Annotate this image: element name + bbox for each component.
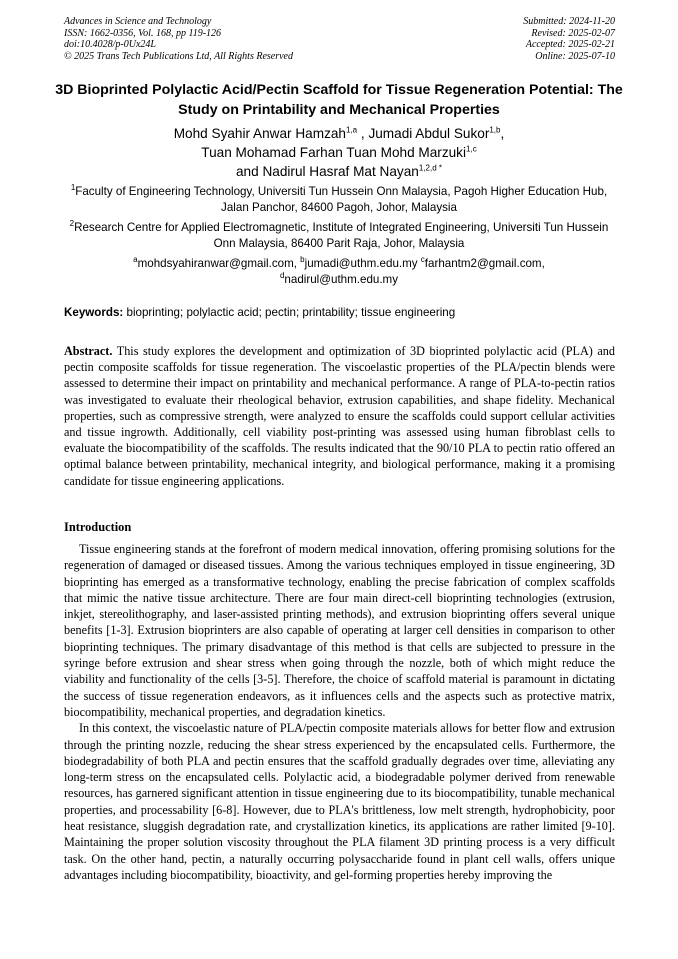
- date-accepted: Accepted: 2025-02-21: [525, 39, 615, 51]
- journal-doi: doi:10.4028/p-0Ux24L: [64, 39, 156, 51]
- journal-issn: ISSN: 1662-0356, Vol. 168, pp 119-126: [64, 27, 222, 39]
- author-affiliation-mark: 1,c: [466, 144, 477, 154]
- author-separator: ,: [357, 126, 369, 141]
- email-link[interactable]: jumadi@uthm.edu.my: [304, 257, 421, 270]
- affiliation-mark: 2: [69, 219, 75, 229]
- author-name: Mohd Syahir Anwar Hamzah: [173, 126, 346, 141]
- affiliation-1: [64, 184, 614, 216]
- dates-header: [523, 16, 615, 62]
- section-heading-introduction: Introduction: [64, 520, 132, 534]
- journal-copyright: © 2025 Trans Tech Publications Ltd, All Rights Reserved: [64, 50, 293, 62]
- keywords-text: bioprinting; polylactic acid; pectin; printability; tissue engineering: [123, 306, 456, 319]
- date-submitted: Submitted: 2024-11-20: [523, 16, 615, 27]
- email-link[interactable]: mohdsyahiranwar@gmail.com,: [137, 257, 301, 270]
- email-mark: b: [300, 255, 305, 265]
- author-separator: ,: [500, 126, 505, 141]
- paper-title: 3D Bioprinted Polylactic Acid/Pectin Scaffold for Tissue Regeneration Potential: The Study on Printability and Mechanical Properties: [55, 82, 623, 118]
- affiliation-mark: 1: [70, 183, 76, 193]
- introduction-body: [64, 541, 615, 883]
- author-emails: [64, 256, 614, 288]
- author-name: Jumadi Abdul Sukor: [368, 126, 490, 141]
- author-list: [40, 124, 638, 181]
- paragraph: In this context, the viscoelastic nature of PLA/pectin composite materials allows for better flow and extrusion through the printing nozzle, reducing the shear stress experienced by the encapsulated cells. Furthermore, the biodegradability of both PLA and pectin ensures that the scaffold gradually degrades over time, alleviating any long-term stress on the encapsulated cells. Polylactic acid, a biodegradable polymer derived from renewable resources, has garnered significant attention in tissue engineering due to its biocompatibility, tunable mechanical properties, and processability [6-8]. However, due to PLA's brittleness, low melt strength, hydrophobicity, poor heat resistance, sluggish degradation rate, and crystallization kinetics, its applications are rather limited [9-10]. Maintaining the proper solution viscosity throughout the PLA filament 3D printing process is a very difficult task. On the other hand, pectin, a naturally occurring polysaccharide found in plant cell walls, offers unique advantages including biocompatibility, bioactivity, and gel-forming properties hereby improving the: [64, 721, 615, 882]
- date-revised: Revised: 2025-02-07: [531, 27, 615, 39]
- email-mark: d: [279, 271, 285, 281]
- author-affiliation-mark: 1,b: [489, 125, 501, 135]
- affiliation-text: Research Centre for Applied Electromagnetic, Institute of Integrated Engineering, Universiti Tun Hussein Onn Malaysia, 86400 Parit Raja, Johor, Malaysia: [74, 221, 609, 251]
- author-name: and Nadirul Hasraf Mat Nayan: [236, 164, 419, 179]
- email-link[interactable]: nadirul@uthm.edu.my: [284, 273, 399, 286]
- email-link[interactable]: farhantm2@gmail.com,: [424, 257, 545, 270]
- abstract-text: This study explores the development and optimization of 3D bioprinted polylactic acid (PLA) and pectin composite scaffolds for tissue regeneration. The viscoelastic properties of the PLA/pectin blends were assessed to determine their impact on printability and mechanical performance. A range of PLA-to-pectin ratios was investigated to evaluate their rheological behavior, extrusion capabilities, and shape fidelity. Mechanical properties, such as compressive strength, were analyzed to ensure the scaffolds could support cellular activities and tissue ingrowth. Additionally, cell viability post-printing was assessed using human fibroblast cells to evaluate the biocompatibility of the scaffolds. The results indicated that the 90/10 PLA to pectin ratio offered an optimal balance between printability, mechanical integrity, and biological performance, making it a promising candidate for tissue engineering applications.: [64, 344, 615, 488]
- journal-name: Advances in Science and Technology: [64, 16, 212, 27]
- affiliation-text: Faculty of Engineering Technology, Universiti Tun Hussein Onn Malaysia, Pagoh Higher Education Hub, Jalan Panchor, 84600 Pagoh, Johor, Malaysia: [75, 185, 608, 215]
- author-affiliation-mark: 1,2,d *: [418, 163, 442, 173]
- author-name: Tuan Mohamad Farhan Tuan Mohd Marzuki: [201, 145, 467, 160]
- keywords: [64, 305, 614, 321]
- paragraph: Tissue engineering stands at the forefront of modern medical innovation, offering promising solutions for the regeneration of damaged or diseased tissues. Among the various techniques employed in tissue engineering, 3D bioprinting has emerged as a transformative technology, enabling the precise fabrication of complex scaffolds that mimic the native tissue architecture. There are four main direct-cell bioprinting technologies (extrusion, inkjet, stereolithography, and laser-assisted printing methods), and extrusion bioprinting offers several unique benefits [1-3]. Extrusion bioprinters are also capable of operating at larger cell densities in comparison to other bioprinting techniques. The primary disadvantage of this method is that cells are subjected to pressure in the syringe before extrusion and shear stress when going through the nozzle, both of which might reduce the viability and functionality of the cells [3-5]. Therefore, the choice of scaffold material is paramount in dictating the success of tissue regeneration endeavors, as it influences cells and the aspects such as protective matrix, biocompatibility, mechanical properties, and degradation kinetics.: [64, 542, 615, 719]
- email-mark: a: [133, 255, 138, 265]
- abstract-label: Abstract.: [64, 344, 113, 358]
- affiliation-2: [64, 220, 614, 252]
- date-online: Online: 2025-07-10: [535, 50, 615, 62]
- author-affiliation-mark: 1,a: [345, 125, 358, 135]
- keywords-label: Keywords:: [64, 306, 124, 319]
- journal-header: [64, 16, 293, 62]
- email-mark: c: [420, 255, 425, 265]
- abstract: [64, 343, 615, 489]
